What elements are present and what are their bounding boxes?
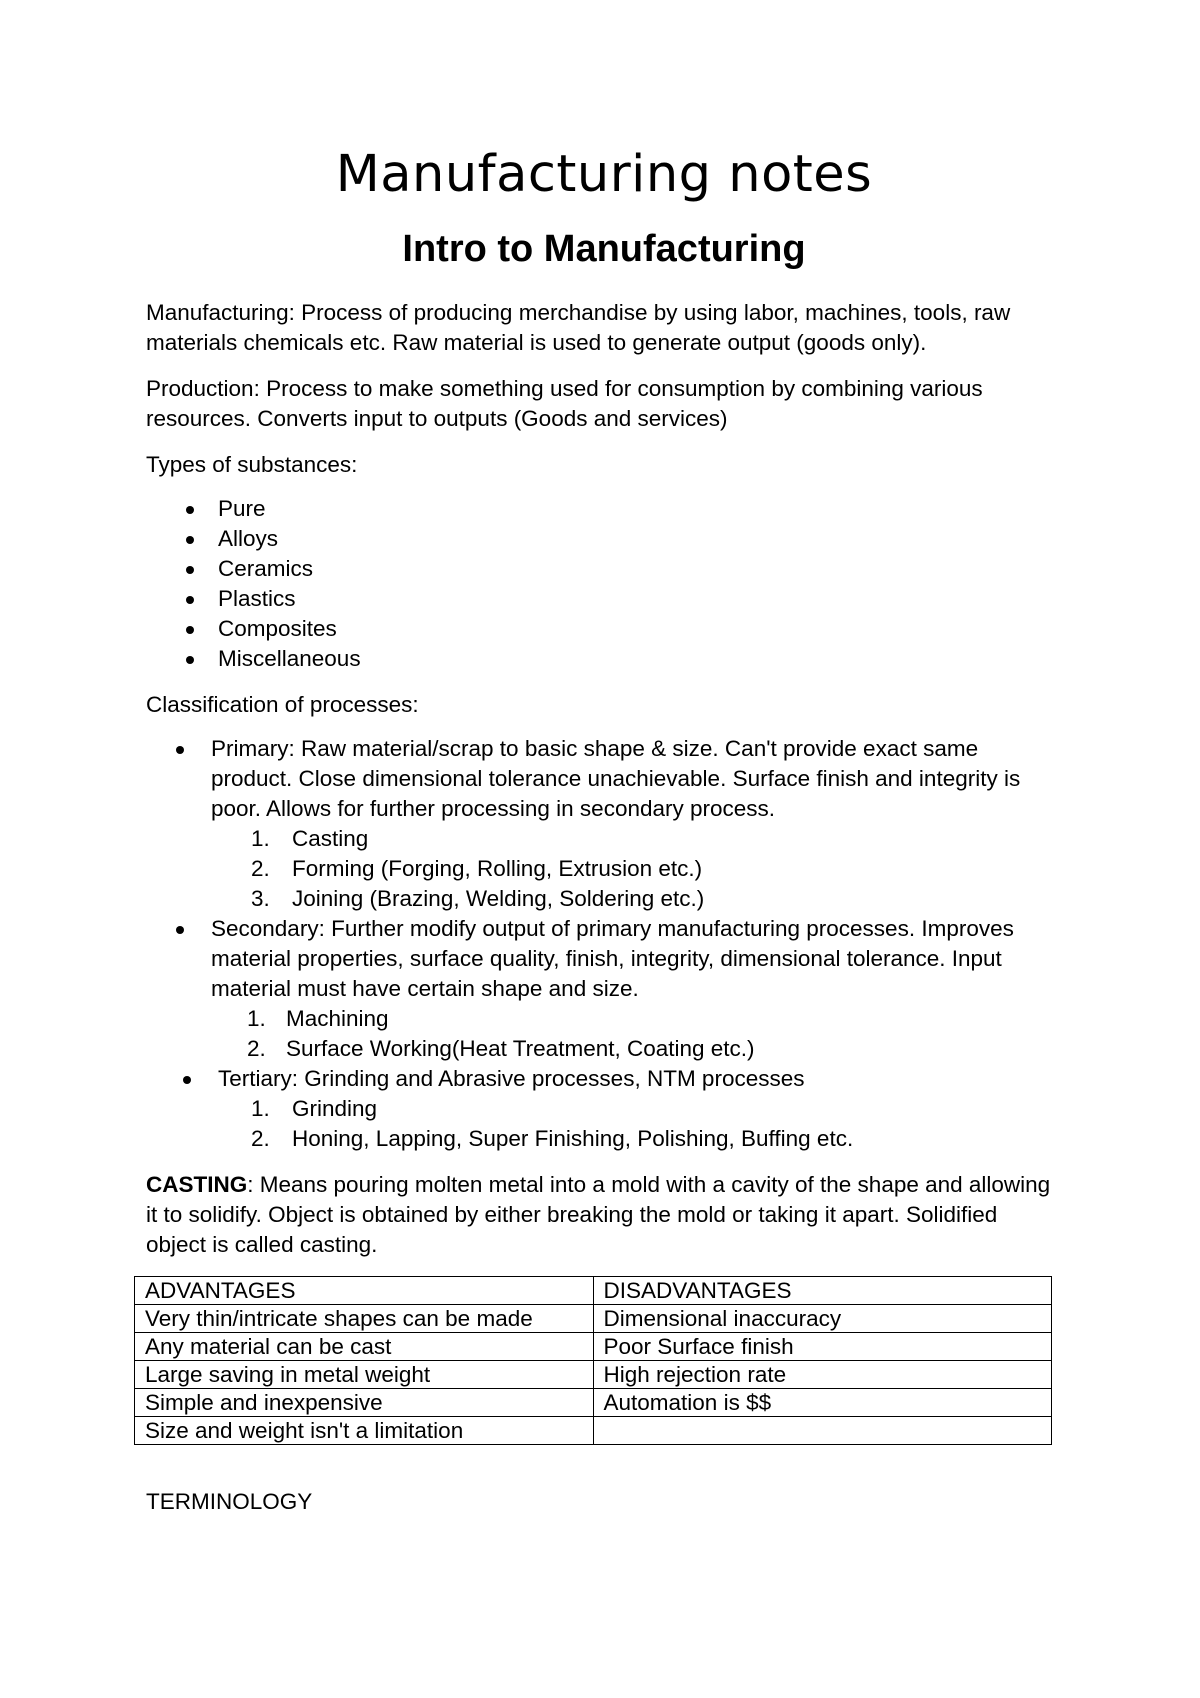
table-header-row	[135, 1277, 1052, 1305]
bullet-icon	[176, 926, 184, 934]
manufacturing-definition: Manufacturing: Process of producing merchandise by using labor, machines, tools, raw materials chemicals etc. Raw material is used to generate output (goods only).	[146, 300, 1011, 355]
table-row	[135, 1417, 1052, 1445]
table-cell: Automation is $$	[593, 1389, 1052, 1417]
list-item: 2. Honing, Lapping, Super Finishing, Polishing, Buffing etc.	[251, 1126, 854, 1151]
casting-text: : Means pouring molten metal into a mold with a cavity of the shape and allowing it to solidify. Object is obtained by either breaking the mold or taking it apart. Solidified object is called casting.	[146, 1172, 1051, 1257]
table-cell: Any material can be cast	[135, 1333, 594, 1361]
table-row	[135, 1389, 1052, 1417]
list-item: 1. Grinding	[251, 1096, 378, 1121]
table-cell: Large saving in metal weight	[135, 1361, 594, 1389]
list-item: Pure	[146, 494, 1062, 524]
document-title: Manufacturing notes	[335, 145, 873, 204]
list-item: 3. Joining (Brazing, Welding, Soldering etc.)	[251, 886, 705, 911]
bullet-icon	[186, 656, 194, 664]
list-item: Plastics	[146, 584, 1062, 614]
table-cell	[593, 1417, 1052, 1445]
substances-list	[146, 494, 1062, 674]
table-header: DISADVANTAGES	[593, 1277, 1052, 1305]
table-cell: Dimensional inaccuracy	[593, 1305, 1052, 1333]
process-primary	[146, 734, 1062, 914]
table-row	[135, 1305, 1052, 1333]
list-item: Composites	[146, 614, 1062, 644]
list-item: Ceramics	[146, 554, 1062, 584]
list-item: Alloys	[146, 524, 1062, 554]
table-row	[135, 1333, 1052, 1361]
section-title: Intro to Manufacturing	[402, 228, 806, 270]
tertiary-sublist	[218, 1094, 1062, 1154]
process-tertiary	[146, 1064, 1062, 1154]
terminology-heading: TERMINOLOGY	[146, 1489, 313, 1514]
bullet-icon	[176, 746, 184, 754]
classification-heading: Classification of processes:	[146, 692, 419, 717]
bullet-icon	[186, 626, 194, 634]
table-cell: Size and weight isn't a limitation	[135, 1417, 594, 1445]
document-page	[146, 140, 1062, 1517]
process-tertiary-text: Tertiary: Grinding and Abrasive processes, NTM processes	[218, 1066, 805, 1091]
casting-definition	[146, 1170, 1062, 1260]
process-secondary	[146, 914, 1062, 1064]
primary-sublist	[211, 824, 1062, 914]
secondary-sublist	[211, 1004, 1062, 1064]
list-item: 2. Surface Working(Heat Treatment, Coating etc.)	[247, 1036, 755, 1061]
bullet-icon	[183, 1076, 191, 1084]
process-primary-text: Primary: Raw material/scrap to basic shape & size. Can't provide exact same product. Close dimensional tolerance unachievable. Surface finish and integrity is poor. Allows for further processing in secondary process.	[211, 736, 1021, 821]
bullet-icon	[186, 566, 194, 574]
bullet-icon	[186, 596, 194, 604]
list-item: 1. Machining	[247, 1006, 389, 1031]
table-cell: Simple and inexpensive	[135, 1389, 594, 1417]
casting-term: CASTING	[146, 1172, 248, 1197]
table-cell: Very thin/intricate shapes can be made	[135, 1305, 594, 1333]
table-cell: Poor Surface finish	[593, 1333, 1052, 1361]
table-header: ADVANTAGES	[135, 1277, 594, 1305]
types-heading: Types of substances:	[146, 452, 358, 477]
production-definition: Production: Process to make something used for consumption by combining various resources. Converts input to outputs (Goods and services)	[146, 376, 983, 431]
process-secondary-text: Secondary: Further modify output of primary manufacturing processes. Improves material properties, surface quality, finish, integrity, dimensional tolerance. Input material must have certain shape and size.	[211, 916, 1014, 1001]
list-item: 1. Casting	[251, 826, 369, 851]
list-item: Miscellaneous	[146, 644, 1062, 674]
bullet-icon	[186, 536, 194, 544]
casting-pros-cons-table	[134, 1276, 1052, 1445]
list-item: 2. Forming (Forging, Rolling, Extrusion etc.)	[251, 856, 703, 881]
process-list	[146, 734, 1062, 1154]
table-cell: High rejection rate	[593, 1361, 1052, 1389]
bullet-icon	[186, 506, 194, 514]
table-row	[135, 1361, 1052, 1389]
